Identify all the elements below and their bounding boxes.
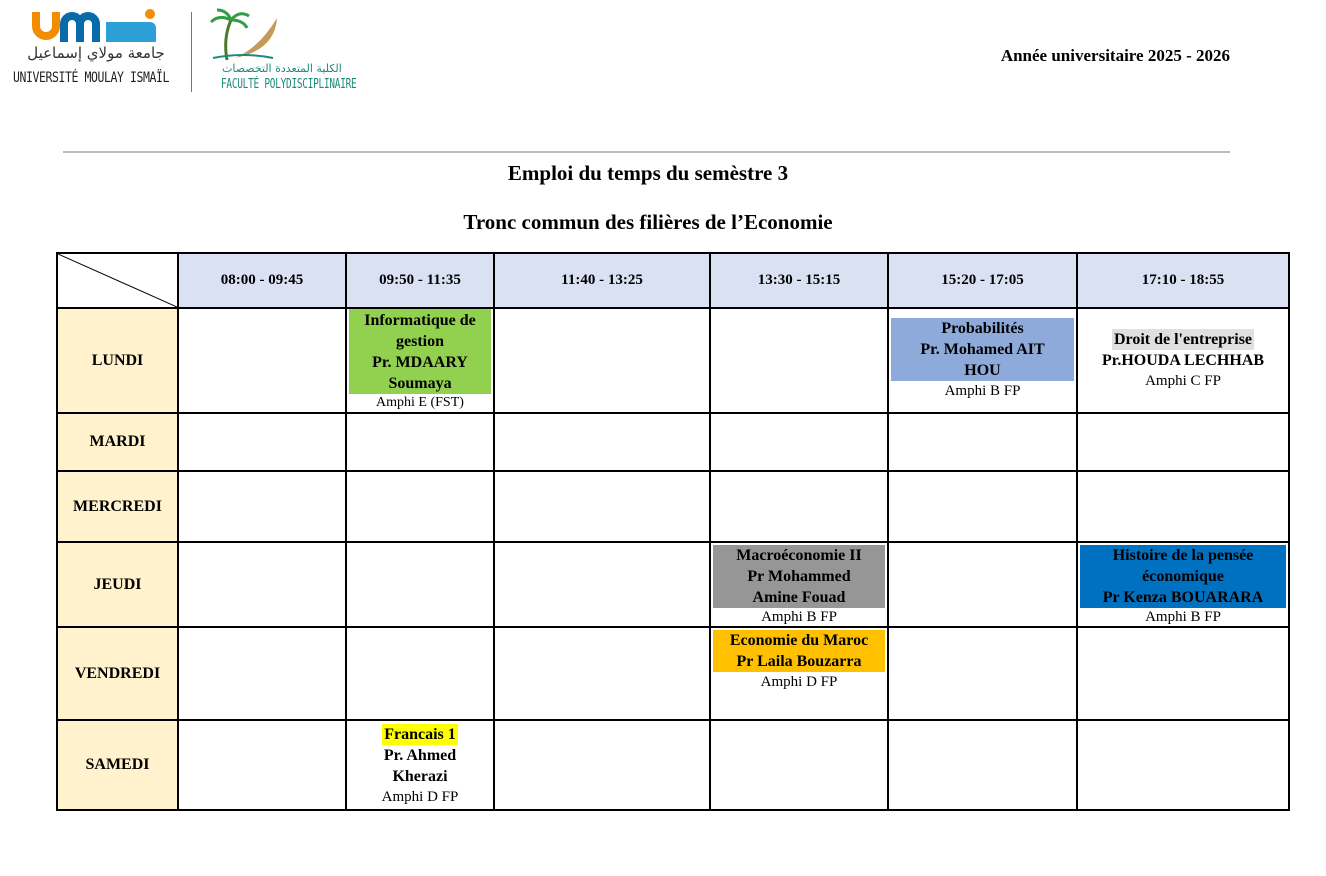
empty-cell (346, 413, 494, 471)
slot-header: 11:40 - 13:25 (494, 253, 710, 308)
room-label: Amphi B FP (761, 609, 837, 625)
empty-cell (346, 542, 494, 627)
page-title: Emploi du temps du semèstre 3 (507, 161, 789, 185)
session-cell (346, 308, 494, 413)
day-label: VENDREDI (57, 627, 178, 720)
empty-cell (178, 542, 346, 627)
session-block (347, 724, 493, 787)
timetable (56, 252, 1290, 811)
empty-cell (178, 413, 346, 471)
empty-cell (494, 542, 710, 627)
page-subtitle: Tronc commun des filières de l’Economie (463, 210, 833, 234)
professor-name: Pr Mohammed (747, 568, 851, 585)
empty-cell (710, 720, 888, 810)
empty-cell (494, 413, 710, 471)
empty-cell (178, 308, 346, 413)
row-vendredi (57, 627, 1289, 720)
empty-cell (888, 471, 1077, 542)
row-lundi (57, 308, 1289, 413)
faculty-name-arabic: الكلية المتعددة التخصصات (222, 62, 342, 75)
diagonal-line-icon (58, 254, 177, 307)
course-name: Probabilités (941, 320, 1024, 337)
day-label: MERCREDI (57, 471, 178, 542)
room-label: Amphi E (FST) (376, 395, 464, 410)
faculty-name: FACULTÉ POLYDISCIPLINAIRE (221, 77, 357, 92)
empty-cell (178, 471, 346, 542)
empty-cell (178, 720, 346, 810)
professor-name: Pr.HOUDA LECHHAB (1101, 352, 1265, 369)
empty-cell (494, 627, 710, 720)
slot-header: 13:30 - 15:15 (710, 253, 888, 308)
empty-cell (1077, 471, 1289, 542)
course-name: Histoire de la pensée (1112, 547, 1254, 564)
slot-header: 08:00 - 09:45 (178, 253, 346, 308)
empty-cell (1077, 720, 1289, 810)
empty-cell (888, 413, 1077, 471)
day-label: SAMEDI (57, 720, 178, 810)
session-block (1078, 329, 1288, 371)
session-cell (1077, 542, 1289, 627)
course-name: Droit de l'entreprise (1113, 331, 1253, 348)
professor-name: Pr. Ahmed (383, 747, 457, 764)
professor-name: Pr Kenza BOUARARA (1102, 589, 1264, 606)
course-name: économique (1142, 568, 1224, 585)
professor-name: Amine Fouad (752, 589, 846, 606)
empty-cell (710, 308, 888, 413)
empty-cell (494, 308, 710, 413)
header-rule (63, 151, 1230, 153)
empty-cell (494, 471, 710, 542)
slot-header: 17:10 - 18:55 (1077, 253, 1289, 308)
professor-name: HOU (964, 362, 1001, 379)
room-label: Amphi B FP (1145, 609, 1221, 625)
row-mardi (57, 413, 1289, 471)
day-label: LUNDI (57, 308, 178, 413)
session-block (1080, 545, 1286, 608)
university-name: UNIVERSITÉ MOULAY ISMAÏL (13, 70, 170, 86)
row-mercredi (57, 471, 1289, 542)
room-label: Amphi D FP (381, 789, 459, 805)
session-block (349, 309, 491, 394)
session-cell (710, 627, 888, 720)
professor-name: Pr Laila Bouzarra (736, 653, 862, 670)
course-name: Economie du Maroc (729, 632, 869, 649)
empty-cell (346, 471, 494, 542)
course-name: Informatique de gestion (364, 312, 476, 350)
professor-name: Pr. Mohamed AIT (920, 341, 1045, 358)
slot-header: 15:20 - 17:05 (888, 253, 1077, 308)
professor-name: Soumaya (388, 375, 452, 392)
session-cell (346, 720, 494, 810)
header-row (57, 253, 1289, 308)
slot-header: 09:50 - 11:35 (346, 253, 494, 308)
palm-tree-icon (205, 8, 285, 62)
session-block (713, 630, 885, 672)
empty-cell (1077, 413, 1289, 471)
room-label: Amphi C FP (1145, 373, 1221, 389)
course-name: Macroéconomie II (736, 547, 862, 564)
empty-cell (178, 627, 346, 720)
empty-cell (888, 542, 1077, 627)
session-block (713, 545, 885, 608)
empty-cell (710, 413, 888, 471)
session-block (891, 318, 1074, 381)
row-samedi (57, 720, 1289, 810)
course-name: Francais 1 (384, 726, 456, 743)
session-cell (888, 308, 1077, 413)
empty-cell (494, 720, 710, 810)
room-label: Amphi D FP (760, 674, 838, 690)
empty-cell (710, 471, 888, 542)
corner-cell (57, 253, 178, 308)
academic-year: Année universitaire 2025 - 2026 (1000, 46, 1230, 65)
empty-cell (346, 627, 494, 720)
empty-cell (888, 720, 1077, 810)
professor-name: Pr. MDAARY (372, 354, 468, 371)
empty-cell (1077, 627, 1289, 720)
umi-logo-mark-icon (12, 8, 182, 48)
row-jeudi (57, 542, 1289, 627)
session-cell (710, 542, 888, 627)
university-name-arabic: جامعة مولاي إسماعيل (27, 44, 165, 62)
professor-name: Kherazi (392, 768, 448, 785)
day-label: JEUDI (57, 542, 178, 627)
empty-cell (888, 627, 1077, 720)
room-label: Amphi B FP (944, 383, 1021, 399)
day-label: MARDI (57, 413, 178, 471)
session-cell (1077, 308, 1289, 413)
logo-divider (191, 12, 192, 92)
